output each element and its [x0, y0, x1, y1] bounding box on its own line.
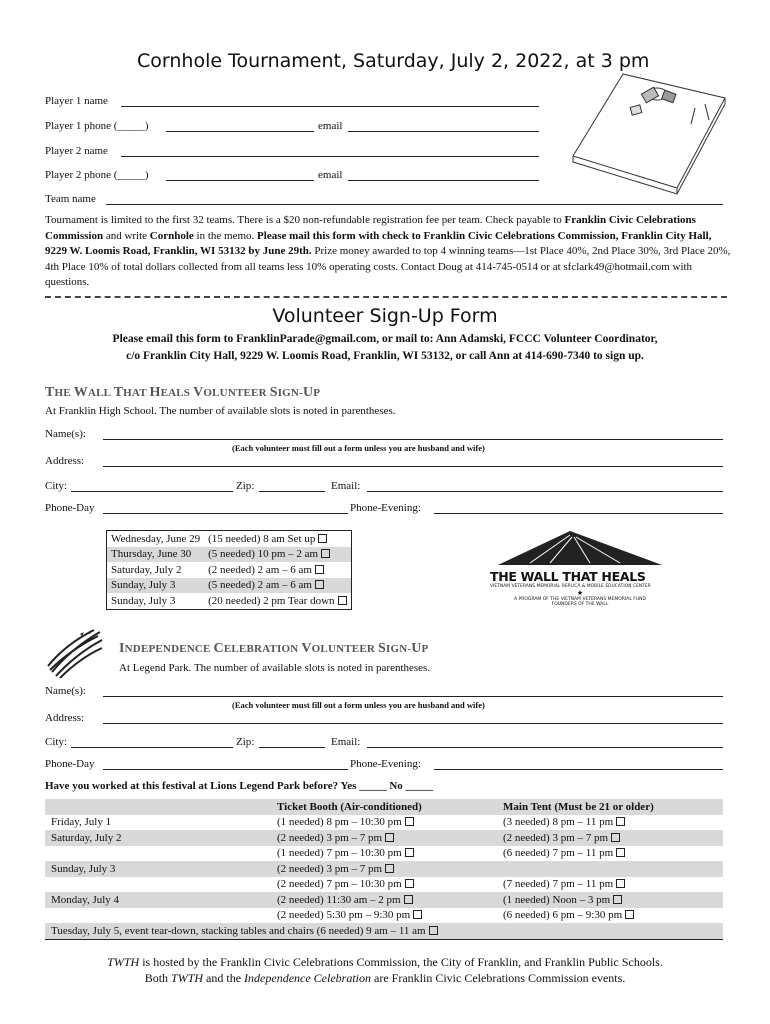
ind-city-label: City: [45, 736, 68, 748]
day-cell: Wednesday, June 29 [111, 532, 201, 545]
tuesday-cell: Tuesday, July 5, event tear-down, stacking tables and chairs (6 needed) 9 am – 11 am [45, 923, 723, 939]
wth-heading: THE WALL THAT HEALS VOLUNTEER SIGN-UP [45, 385, 321, 400]
player1-phone-label: Player 1 phone (_____) [45, 120, 149, 132]
wth-phone-evening-label: Phone-Evening: [350, 502, 421, 514]
logo-star-icon: ★ [576, 589, 584, 597]
day-cell: Friday, July 1 [51, 816, 112, 829]
checkbox[interactable] [616, 879, 625, 888]
logo-founders-line: FOUNDERS OF THE WALL [551, 602, 609, 607]
wth-phone-evening-field[interactable] [434, 513, 723, 514]
ind-zip-label: Zip: [236, 736, 255, 748]
ind-phone-day-label: Phone-Day [45, 758, 95, 770]
table-row [107, 593, 352, 609]
logo-subtitle: VIETNAM VETERANS MEMORIAL REPLICA & MOBILE EDUCATION CENTER [490, 584, 651, 589]
ticket-cell: (2 needed) 3 pm – 7 pm [271, 830, 497, 846]
wth-address-field[interactable] [103, 466, 723, 467]
wth-zip-label: Zip: [236, 480, 255, 492]
checkbox[interactable] [385, 864, 394, 873]
rules-text: Prize money awarded to top 4 winning teams—1st Place 40%, 2nd Place 30%, 3rd Place 20%, 4th Place 10% of total dollars collected from all teams less 10% operating costs. Contact Doug at 414-745-0514 or at sfclark49@hotmail.com with questions. [45, 245, 731, 288]
player1-email-label: email [318, 120, 343, 132]
day-cell [45, 877, 271, 893]
day-cell: Sunday, July 3 [111, 594, 176, 607]
ind-email-label: Email: [331, 736, 361, 748]
logo-title: THE WALL THAT HEALS [490, 569, 646, 584]
tent-cell: (1 needed) Noon – 3 pm [497, 892, 723, 908]
wth-city-label: City: [45, 480, 68, 492]
footer-twth: TWTH [171, 971, 204, 985]
footer-text: are Franklin Civic Celebrations Commission events. [371, 971, 626, 985]
rules-bold-memo: Cornhole [149, 229, 194, 242]
table-row [107, 578, 352, 594]
wth-email-field[interactable] [367, 491, 723, 492]
player2-name-field[interactable] [121, 156, 539, 157]
wth-schedule-table [106, 530, 352, 610]
slot-cell: (20 needed) 2 pm Tear down [204, 593, 351, 609]
checkbox[interactable] [613, 895, 622, 904]
footer-text: Both [144, 971, 172, 985]
ticket-cell: (1 needed) 7 pm – 10:30 pm [271, 846, 497, 862]
footer-text: is hosted by the Franklin Civic Celebrations Commission, the City of Franklin, and Franklin Public Schools. [139, 955, 663, 969]
day-cell: Saturday, July 2 [111, 563, 182, 576]
slot-cell: (5 needed) 2 am – 6 am [204, 578, 351, 594]
tent-cell: (2 needed) 3 pm – 7 pm [497, 830, 723, 846]
ind-address-field[interactable] [103, 723, 723, 724]
checkbox[interactable] [405, 817, 414, 826]
section-divider [45, 296, 727, 298]
rules-text: in the memo. [193, 229, 258, 242]
ind-address-label: Address: [45, 712, 85, 724]
wth-subtitle: At Franklin High School. The number of available slots is noted in parentheses. [45, 405, 396, 417]
wth-names-label: Name(s): [45, 428, 86, 440]
checkbox[interactable] [413, 910, 422, 919]
footer-twth: TWTH [107, 955, 140, 969]
ticket-booth-header: Ticket Booth (Air-conditioned) [271, 799, 497, 815]
checkbox[interactable] [318, 534, 327, 543]
slot-cell: (5 needed) 10 pm – 2 am [204, 547, 351, 563]
wall-graphic-icon [490, 527, 670, 567]
ind-email-field[interactable] [367, 747, 723, 748]
table-row [107, 547, 352, 563]
footer-line2 [0, 971, 770, 986]
header-cell [45, 799, 271, 815]
day-cell: Sunday, July 3 [45, 861, 271, 877]
table-row [45, 923, 723, 939]
wth-address-label: Address: [45, 455, 85, 467]
ticket-cell: (1 needed) 8 pm – 10:30 pm [271, 815, 497, 831]
team-name-field[interactable] [106, 204, 723, 205]
checkbox[interactable] [616, 848, 625, 857]
independence-subtitle: At Legend Park. The number of available slots is noted in parentheses. [119, 662, 431, 674]
wth-phone-day-field[interactable] [103, 513, 348, 514]
independence-schedule-table [45, 799, 723, 940]
checkbox[interactable] [611, 833, 620, 842]
table-row [45, 815, 723, 831]
checkbox[interactable] [404, 895, 413, 904]
ind-names-label: Name(s): [45, 685, 86, 697]
checkbox[interactable] [315, 565, 324, 574]
main-tent-header: Main Tent (Must be 21 or older) [497, 799, 723, 815]
ind-zip-field[interactable] [259, 747, 325, 748]
footer-text: and the [203, 971, 245, 985]
wth-phone-day-label: Phone-Day [45, 502, 95, 514]
rules-bold-payee: Franklin Civic Celebrations Commission [45, 214, 696, 242]
checkbox[interactable] [616, 817, 625, 826]
ind-note: (Each volunteer must fill out a form unless you are husband and wife) [232, 700, 485, 710]
wall-that-heals-logo [490, 527, 670, 607]
day-cell [45, 908, 271, 924]
day-cell: Saturday, July 2 [45, 830, 271, 846]
tent-cell: (3 needed) 8 pm – 11 pm [497, 815, 723, 831]
checkbox[interactable] [315, 580, 324, 589]
independence-heading: INDEPENDENCE CELEBRATION VOLUNTEER SIGN-UP [119, 641, 429, 656]
volunteer-intro-line1: Please email this form to FranklinParade@gmail.com, or mail to: Ann Adamski, FCCC Volunteer Coordinator, [112, 333, 658, 345]
table-row [45, 861, 723, 877]
slot-cell: (15 needed) 8 am Set up [204, 531, 351, 547]
table-header-row [45, 799, 723, 815]
tent-cell: (7 needed) 7 pm – 11 pm [497, 877, 723, 893]
ticket-cell: (2 needed) 7 pm – 10:30 pm [271, 877, 497, 893]
checkbox[interactable] [429, 926, 438, 935]
volunteer-title: Volunteer Sign-Up Form [272, 305, 498, 327]
table-row [45, 908, 723, 924]
team-name-label: Team name [45, 193, 96, 205]
tent-cell: (6 needed) 7 pm – 11 pm [497, 846, 723, 862]
tent-cell: (6 needed) 6 pm – 9:30 pm [497, 908, 723, 924]
player1-name-label: Player 1 name [45, 95, 108, 107]
checkbox[interactable] [625, 910, 634, 919]
day-cell: Monday, July 4 [45, 892, 271, 908]
player2-email-field[interactable] [348, 180, 539, 181]
ticket-cell: (2 needed) 3 pm – 7 pm [271, 861, 497, 877]
player1-phone-field[interactable] [166, 131, 314, 132]
ind-city-field[interactable] [71, 747, 233, 748]
cornhole-title: Cornhole Tournament, Saturday, July 2, 2022, at 3 pm [137, 50, 650, 72]
day-cell: Thursday, June 30 [107, 547, 205, 563]
player2-email-label: email [318, 169, 343, 181]
wth-zip-field[interactable] [259, 491, 325, 492]
worked-before-question: Have you worked at this festival at Lions Legend Park before? Yes _____ No _____ [45, 780, 434, 792]
checkbox[interactable] [338, 596, 347, 605]
checkbox[interactable] [321, 549, 330, 558]
footer-line1 [0, 955, 770, 970]
checkbox[interactable] [405, 879, 414, 888]
ticket-cell: (2 needed) 11:30 am – 2 pm [271, 892, 497, 908]
table-row [45, 892, 723, 908]
logo-program-line: A PROGRAM OF THE VIETNAM VETERANS MEMORIAL FUND [514, 597, 646, 602]
cornhole-board-image [565, 62, 735, 197]
ind-phone-day-field[interactable] [103, 769, 348, 770]
table-row [45, 846, 723, 862]
flag-icon [44, 628, 104, 678]
table-row [45, 830, 723, 846]
ind-phone-evening-field[interactable] [434, 769, 723, 770]
footer-indep: Independence Celebration [244, 971, 372, 985]
ind-phone-evening-label: Phone-Evening: [350, 758, 421, 770]
ticket-cell: (2 needed) 5:30 pm – 9:30 pm [271, 908, 497, 924]
wth-city-field[interactable] [71, 491, 233, 492]
rules-bold-mail: Please mail this form with check to Franklin Civic Celebrations Commission, Franklin City Hall, 9229 W. Loomis Road, Franklin, WI 53132 by June 29th. [45, 229, 712, 257]
wth-email-label: Email: [331, 480, 361, 492]
day-cell [45, 846, 271, 862]
table-row [107, 531, 352, 547]
player1-email-field[interactable] [348, 131, 539, 132]
rules-text: Tournament is limited to the first 32 teams. There is a $20 non-refundable registration fee per team. Check payable to [45, 214, 565, 226]
checkbox[interactable] [405, 848, 414, 857]
ind-names-field[interactable] [103, 696, 723, 697]
player1-name-field[interactable] [121, 106, 539, 107]
wth-names-field[interactable] [103, 439, 723, 440]
table-row [45, 877, 723, 893]
table-row [107, 562, 352, 578]
cornhole-rules-paragraph [45, 213, 735, 291]
player2-phone-label: Player 2 phone (_____) [45, 169, 149, 181]
wth-note: (Each volunteer must fill out a form unless you are husband and wife) [232, 443, 485, 453]
player2-phone-field[interactable] [166, 180, 314, 181]
volunteer-intro-line2: c/o Franklin City Hall, 9229 W. Loomis Road, Franklin, WI 53132, or call Ann at 414-690-7340 to sign up. [126, 350, 644, 362]
slot-cell: (2 needed) 2 am – 6 am [204, 562, 351, 578]
player2-name-label: Player 2 name [45, 145, 108, 157]
rules-text: and write [103, 229, 150, 242]
tent-cell [497, 861, 723, 877]
day-cell: Sunday, July 3 [107, 578, 205, 594]
checkbox[interactable] [385, 833, 394, 842]
